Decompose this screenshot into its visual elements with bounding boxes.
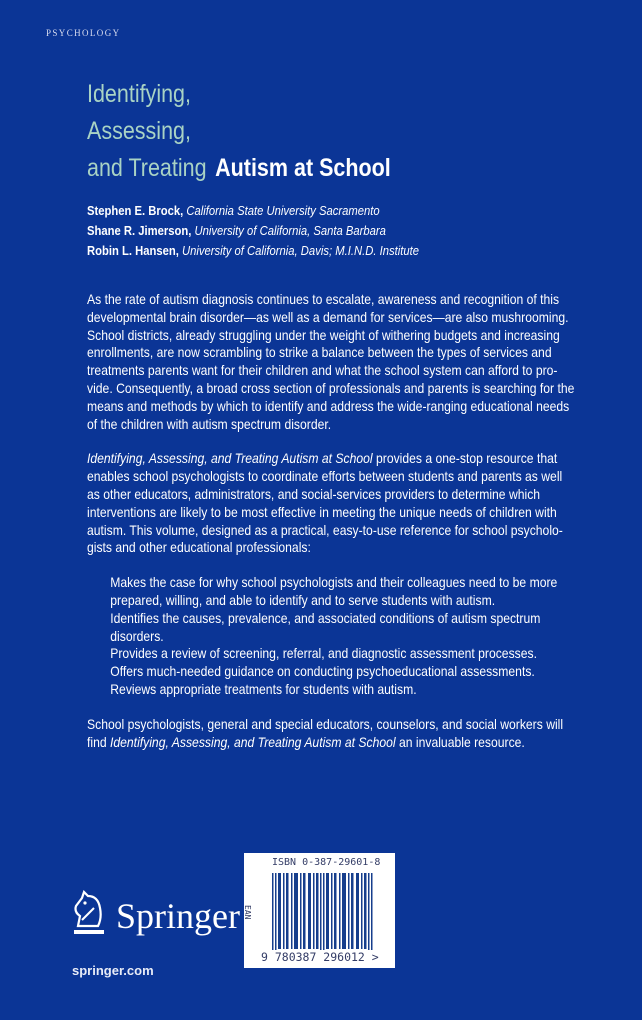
- ean-label: EAN: [243, 905, 252, 920]
- publisher-name: Springer: [116, 895, 240, 936]
- title-emphasis: Autism at School: [215, 154, 391, 182]
- feature-item: Reviews appropriate treatments for students with autism.: [110, 681, 417, 697]
- paragraph-intro: As the rate of autism diagnosis continues to escalate, awareness and recognition of this developmental brain disorder—as well as a demand for services—are also mushrooming. School districts, already struggling under the weight of withering budgets and increasing enrollments, are now scrambling to strike a balance between the types of services and treatments parents want for their children and what the school system can afford to pro- vide. Consequently, a broad cross section of professionals and parents is searching for the means and methods by which to identify and address the wide-ranging educational needs of the children with autism spectrum disorder.: [87, 292, 575, 432]
- isbn-number: ISBN 0-387-29601-8: [272, 857, 381, 868]
- feature-item: Makes the case for why school psychologists and their colleagues need to be more: [110, 575, 558, 591]
- book-title: [87, 76, 391, 187]
- publisher-website[interactable]: springer.com: [72, 963, 154, 978]
- author-1: Stephen E. Brock, California State University Sacramento: [87, 204, 380, 218]
- knight-chess-piece-icon: [70, 890, 108, 941]
- feature-list: [87, 574, 633, 699]
- feature-item: disorders.: [110, 628, 164, 644]
- series-label: PSYCHOLOGY: [46, 28, 121, 38]
- title-line-3: and Treating Autism at School: [87, 154, 391, 182]
- barcode-icon: [272, 873, 373, 955]
- ean-digits: 9 780387 296012 >: [261, 950, 379, 964]
- title-line-1: Identifying,: [87, 80, 191, 108]
- author-3: Robin L. Hansen, University of California, Davis; M.I.N.D. Institute: [87, 244, 419, 258]
- title-line-2: Assessing,: [87, 117, 191, 145]
- feature-item: Identifies the causes, prevalence, and associated conditions of autism spectrum: [110, 610, 541, 626]
- author-2: Shane R. Jimerson, University of California, Santa Barbara: [87, 224, 386, 238]
- feature-item: Provides a review of screening, referral, and diagnostic assessment processes.: [110, 646, 537, 662]
- description: [87, 291, 633, 768]
- feature-item: prepared, willing, and able to identify and to serve students with autism.: [110, 592, 496, 608]
- feature-item: Offers much-needed guidance on conducting psychoeducational assessments.: [110, 664, 535, 680]
- publisher-logo: [70, 890, 240, 941]
- paragraph-summary: Identifying, Assessing, and Treating Autism at School provides a one-stop resource that enables school psychologists to coordinate efforts between students and parents as well as other educators, administrators, and social-services providers to determine which interventions are likely to be most effective in meeting the unique needs of children with autism. This volume, designed as a practical, easy-to-use reference for school psycholo- gists and other educational professionals:: [87, 451, 563, 556]
- paragraph-closing: School psychologists, general and special educators, counselors, and social workers will find Identifying, Assessing, and Treating Autism at School an invaluable resource.: [87, 716, 564, 750]
- isbn-barcode: [244, 853, 395, 968]
- author-list: [87, 201, 419, 261]
